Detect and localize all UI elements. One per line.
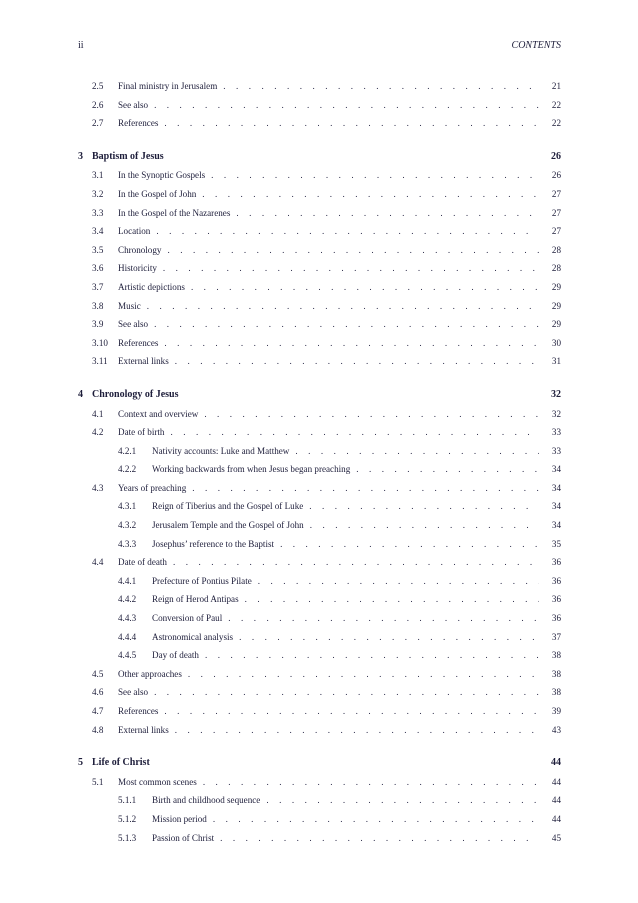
dot-leader	[236, 204, 539, 223]
toc-entry[interactable]	[78, 773, 561, 792]
toc-entry-title: In the Gospel of John	[118, 185, 202, 204]
dot-leader	[239, 628, 539, 647]
toc-entry-number: 4.2.2	[118, 464, 137, 475]
toc-entry-line	[152, 791, 561, 810]
toc-entry-line	[152, 442, 561, 461]
dot-leader	[167, 241, 539, 260]
toc-entry-page: 32	[551, 388, 561, 400]
toc-entry-title: Prefecture of Pontius Pilate	[152, 572, 258, 591]
dot-leader	[220, 829, 539, 848]
toc-entry-line	[152, 628, 561, 647]
toc-entry-line	[118, 553, 561, 572]
toc-entry-title: Date of birth	[118, 423, 170, 442]
toc-entry-page: 37	[551, 631, 561, 642]
toc-entry-title: Music	[118, 297, 147, 316]
toc-entry[interactable]	[78, 405, 561, 424]
toc-entry-page: 29	[551, 281, 561, 292]
toc-entry-title: External links	[118, 721, 175, 740]
toc-entry-title: References	[118, 114, 164, 133]
toc-entry-title: Years of preaching	[118, 479, 192, 498]
toc-entry-title: References	[118, 334, 164, 353]
toc-entry-line	[118, 665, 561, 684]
toc-entry-page: 21	[551, 81, 561, 91]
toc-entry-number: 5.1	[92, 776, 104, 787]
toc-entry[interactable]	[78, 423, 561, 442]
toc-entry-page: 34	[551, 482, 561, 493]
toc-entry-number: 5	[78, 757, 83, 769]
toc-entry-page: 38	[551, 668, 561, 679]
dot-leader	[213, 810, 539, 829]
toc-entry-page: 38	[551, 687, 561, 698]
dot-leader	[356, 460, 539, 479]
toc-entry-page: 36	[551, 557, 561, 568]
toc-entry-number: 4.4.5	[118, 650, 137, 661]
toc-entry-title: Date of death	[118, 553, 173, 572]
toc-entry[interactable]	[78, 185, 561, 204]
toc-entry[interactable]	[78, 516, 561, 535]
toc-entry-line	[152, 572, 561, 591]
toc-entry-line	[118, 185, 561, 204]
toc-entry-number: 3.11	[92, 356, 108, 367]
toc-entry[interactable]	[78, 646, 561, 665]
toc-entry-title: See also	[118, 683, 154, 702]
toc-entry[interactable]	[78, 702, 561, 721]
toc-chapter[interactable]	[78, 386, 561, 405]
toc-entry-title: See also	[118, 315, 154, 334]
toc-entry-line	[118, 96, 561, 115]
toc-entry-number: 3.9	[92, 319, 104, 330]
toc-entry-line	[118, 114, 561, 133]
toc-chapter[interactable]	[78, 148, 561, 167]
toc-entry-title: Other approaches	[118, 665, 188, 684]
toc-entry-number: 4.3.3	[118, 538, 137, 549]
toc-entry-line	[152, 516, 561, 535]
toc-entry-number: 3	[78, 150, 83, 162]
toc-entry-title: External links	[118, 352, 175, 371]
toc-entry-page: 27	[551, 188, 561, 199]
toc-entry[interactable]	[78, 334, 561, 353]
toc-entry-page: 34	[551, 501, 561, 512]
toc-entry-line	[118, 241, 561, 260]
dot-leader	[310, 516, 539, 535]
dot-leader	[188, 665, 539, 684]
toc-chapter[interactable]	[78, 754, 561, 773]
toc-entry-number: 4.6	[92, 687, 104, 698]
toc-entry-line	[152, 460, 561, 479]
dot-leader	[280, 535, 539, 554]
toc-entry-title: Conversion of Paul	[152, 609, 228, 628]
toc-entry-title: Working backwards from when Jesus began preaching	[152, 460, 356, 479]
toc-entry-title: In the Synoptic Gospels	[118, 166, 211, 185]
toc-entry-title: Jerusalem Temple and the Gospel of John	[152, 516, 310, 535]
running-title: CONTENTS	[511, 40, 561, 51]
toc-entry-line	[92, 386, 561, 405]
toc-entry-page: 36	[551, 594, 561, 605]
toc-entry[interactable]	[78, 352, 561, 371]
dot-leader	[175, 352, 539, 371]
toc-entry-title: Final ministry in Jerusalem	[118, 77, 223, 96]
toc-entry[interactable]	[78, 628, 561, 647]
toc-entry-page: 31	[551, 356, 561, 367]
dot-leader	[147, 297, 539, 316]
toc-entry-title: Context and overview	[118, 405, 204, 424]
toc-entry[interactable]	[78, 665, 561, 684]
toc-entry-page: 44	[551, 757, 561, 769]
toc-entry-number: 3.5	[92, 244, 104, 255]
toc-entry[interactable]	[78, 572, 561, 591]
toc-entry-number: 4.4.2	[118, 594, 137, 605]
toc-entry-page: 32	[551, 408, 561, 419]
toc-entry-number: 3.4	[92, 226, 104, 237]
toc-entry-line	[92, 754, 561, 773]
toc-entry-line	[152, 590, 561, 609]
toc-entry[interactable]	[78, 497, 561, 516]
toc-entry[interactable]	[78, 204, 561, 223]
toc-entry-number: 3.6	[92, 263, 104, 274]
dot-leader	[295, 442, 539, 461]
toc-entry-page: 38	[551, 650, 561, 661]
toc-entry-number: 3.3	[92, 207, 104, 218]
dot-leader	[192, 479, 539, 498]
toc-entry-line	[118, 334, 561, 353]
toc-entry[interactable]	[78, 810, 561, 829]
toc-entry-page: 26	[551, 170, 561, 181]
dot-leader	[154, 683, 539, 702]
toc-entry-line	[118, 405, 561, 424]
dot-leader	[228, 609, 539, 628]
toc-entry-page: 33	[551, 427, 561, 438]
toc-entry-line	[118, 77, 561, 96]
dot-leader	[191, 278, 539, 297]
toc-entry-number: 4.3.2	[118, 520, 137, 531]
toc-entry-line	[118, 352, 561, 371]
dot-leader	[204, 405, 539, 424]
toc-entry-page: 36	[551, 575, 561, 586]
toc-entry-title: Most common scenes	[118, 773, 203, 792]
toc-entry[interactable]	[78, 278, 561, 297]
toc-entry-line	[118, 166, 561, 185]
toc-entry-page: 28	[551, 263, 561, 274]
toc-entry-line	[118, 683, 561, 702]
toc-entry[interactable]	[78, 721, 561, 740]
toc-entry-page: 34	[551, 520, 561, 531]
section-gap	[78, 739, 561, 754]
toc-entry-page: 45	[551, 832, 561, 843]
toc-entry-title: Astronomical analysis	[152, 628, 239, 647]
toc-entry[interactable]	[78, 479, 561, 498]
dot-leader	[156, 222, 539, 241]
toc-entry[interactable]	[78, 241, 561, 260]
toc-entry-page: 22	[551, 118, 561, 129]
toc-entry-title: Baptism of Jesus	[92, 148, 170, 167]
toc-entry-page: 33	[551, 445, 561, 456]
toc-entry-title: See also	[118, 96, 154, 115]
toc-entry[interactable]	[78, 609, 561, 628]
dot-leader	[164, 702, 539, 721]
toc-entry-title: Reign of Herod Antipas	[152, 590, 245, 609]
toc-entry-title: Chronology	[118, 241, 167, 260]
toc-entry-line	[152, 646, 561, 665]
table-of-contents	[78, 77, 561, 847]
toc-entry-number: 2.6	[92, 99, 104, 110]
toc-entry-number: 3.10	[92, 337, 108, 348]
toc-entry-page: 29	[551, 300, 561, 311]
toc-entry-number: 3.8	[92, 300, 104, 311]
dot-leader	[163, 259, 539, 278]
toc-entry[interactable]	[78, 77, 561, 96]
toc-entry[interactable]	[78, 829, 561, 848]
toc-entry-line	[152, 609, 561, 628]
toc-entry[interactable]	[78, 791, 561, 810]
toc-entry[interactable]	[78, 166, 561, 185]
toc-entry-number: 5.1.2	[118, 813, 137, 824]
toc-entry-page: 36	[551, 613, 561, 624]
dot-leader	[309, 497, 539, 516]
toc-entry[interactable]	[78, 114, 561, 133]
toc-entry[interactable]	[78, 683, 561, 702]
toc-entry-title: In the Gospel of the Nazarenes	[118, 204, 236, 223]
toc-entry-title: Day of death	[152, 646, 205, 665]
page-number: ii	[78, 40, 84, 51]
dot-leader	[154, 315, 539, 334]
toc-entry-number: 4.3	[92, 482, 104, 493]
toc-entry[interactable]	[78, 442, 561, 461]
toc-entry-line	[118, 315, 561, 334]
toc-entry-line	[118, 297, 561, 316]
toc-entry-line	[118, 259, 561, 278]
toc-entry[interactable]	[78, 96, 561, 115]
toc-entry-title: Historicity	[118, 259, 163, 278]
toc-entry-number: 4.1	[92, 408, 104, 419]
dot-leader	[164, 114, 539, 133]
toc-entry[interactable]	[78, 590, 561, 609]
toc-entry-title: Birth and childhood sequence	[152, 791, 266, 810]
toc-entry-number: 2.7	[92, 118, 104, 129]
toc-entry-line	[118, 204, 561, 223]
toc-entry-line	[152, 810, 561, 829]
toc-entry-line	[118, 702, 561, 721]
dot-leader	[205, 646, 539, 665]
toc-entry-line	[118, 479, 561, 498]
toc-entry-title: Mission period	[152, 810, 213, 829]
dot-leader	[175, 721, 539, 740]
toc-entry-number: 5.1.3	[118, 832, 137, 843]
toc-entry-title: Artistic depictions	[118, 278, 191, 297]
toc-entry-title: Life of Christ	[92, 754, 156, 773]
toc-entry-title: Location	[118, 222, 156, 241]
toc-entry-page: 34	[551, 464, 561, 475]
toc-entry-number: 4.2.1	[118, 445, 137, 456]
dot-leader	[266, 791, 539, 810]
toc-entry-title: Josephus’ reference to the Baptist	[152, 535, 280, 554]
toc-entry-number: 4.8	[92, 724, 104, 735]
toc-entry[interactable]	[78, 259, 561, 278]
toc-entry[interactable]	[78, 315, 561, 334]
toc-entry[interactable]	[78, 222, 561, 241]
dot-leader	[203, 773, 539, 792]
toc-entry-number: 4	[78, 388, 83, 400]
toc-entry-page: 27	[551, 207, 561, 218]
dot-leader	[258, 572, 539, 591]
dot-leader	[164, 334, 539, 353]
toc-entry-page: 26	[551, 150, 561, 162]
dot-leader	[202, 185, 539, 204]
toc-entry-page: 44	[551, 795, 561, 806]
toc-entry-number: 3.2	[92, 188, 104, 199]
toc-entry-number: 4.7	[92, 706, 104, 716]
toc-entry-title: References	[118, 702, 164, 721]
toc-entry-page: 28	[551, 244, 561, 255]
dot-leader	[223, 77, 539, 96]
toc-entry-title: Chronology of Jesus	[92, 386, 185, 405]
section-gap	[78, 371, 561, 386]
toc-entry-number: 3.1	[92, 170, 104, 181]
toc-entry[interactable]	[78, 553, 561, 572]
toc-entry-line	[92, 148, 561, 167]
toc-entry-number: 4.4.4	[118, 631, 137, 642]
dot-leader	[173, 553, 539, 572]
toc-entry-page: 44	[551, 776, 561, 787]
toc-entry-title: Reign of Tiberius and the Gospel of Luke	[152, 497, 309, 516]
toc-entry[interactable]	[78, 297, 561, 316]
toc-entry-line	[118, 423, 561, 442]
toc-entry-line	[118, 278, 561, 297]
toc-entry-line	[152, 535, 561, 554]
toc-entry-line	[152, 829, 561, 848]
dot-leader	[211, 166, 539, 185]
toc-entry-number: 4.4.1	[118, 575, 137, 586]
toc-entry-number: 2.5	[92, 81, 104, 91]
toc-entry-page: 29	[551, 319, 561, 330]
toc-entry-page: 43	[551, 724, 561, 735]
toc-entry-title: Passion of Christ	[152, 829, 220, 848]
dot-leader	[170, 423, 539, 442]
section-gap	[78, 133, 561, 148]
toc-entry-line	[118, 222, 561, 241]
toc-entry-number: 5.1.1	[118, 795, 137, 806]
toc-entry-page: 35	[551, 538, 561, 549]
toc-entry-number: 4.4.3	[118, 613, 137, 624]
toc-entry-line	[152, 497, 561, 516]
toc-entry-page: 22	[551, 99, 561, 110]
dot-leader	[245, 590, 539, 609]
page-header	[78, 40, 561, 54]
toc-entry-title: Nativity accounts: Luke and Matthew	[152, 442, 295, 461]
toc-entry-number: 3.7	[92, 281, 104, 292]
toc-entry-number: 4.3.1	[118, 501, 137, 512]
toc-entry-number: 4.2	[92, 427, 104, 438]
toc-entry[interactable]	[78, 535, 561, 554]
toc-entry-number: 4.5	[92, 668, 104, 679]
toc-entry-line	[118, 721, 561, 740]
toc-entry-number: 4.4	[92, 557, 104, 568]
toc-entry-page: 30	[551, 337, 561, 348]
toc-entry-line	[118, 773, 561, 792]
toc-entry-page: 27	[551, 226, 561, 237]
toc-entry[interactable]	[78, 460, 561, 479]
toc-entry-page: 39	[551, 706, 561, 716]
toc-entry-page: 44	[551, 813, 561, 824]
dot-leader	[154, 96, 539, 115]
